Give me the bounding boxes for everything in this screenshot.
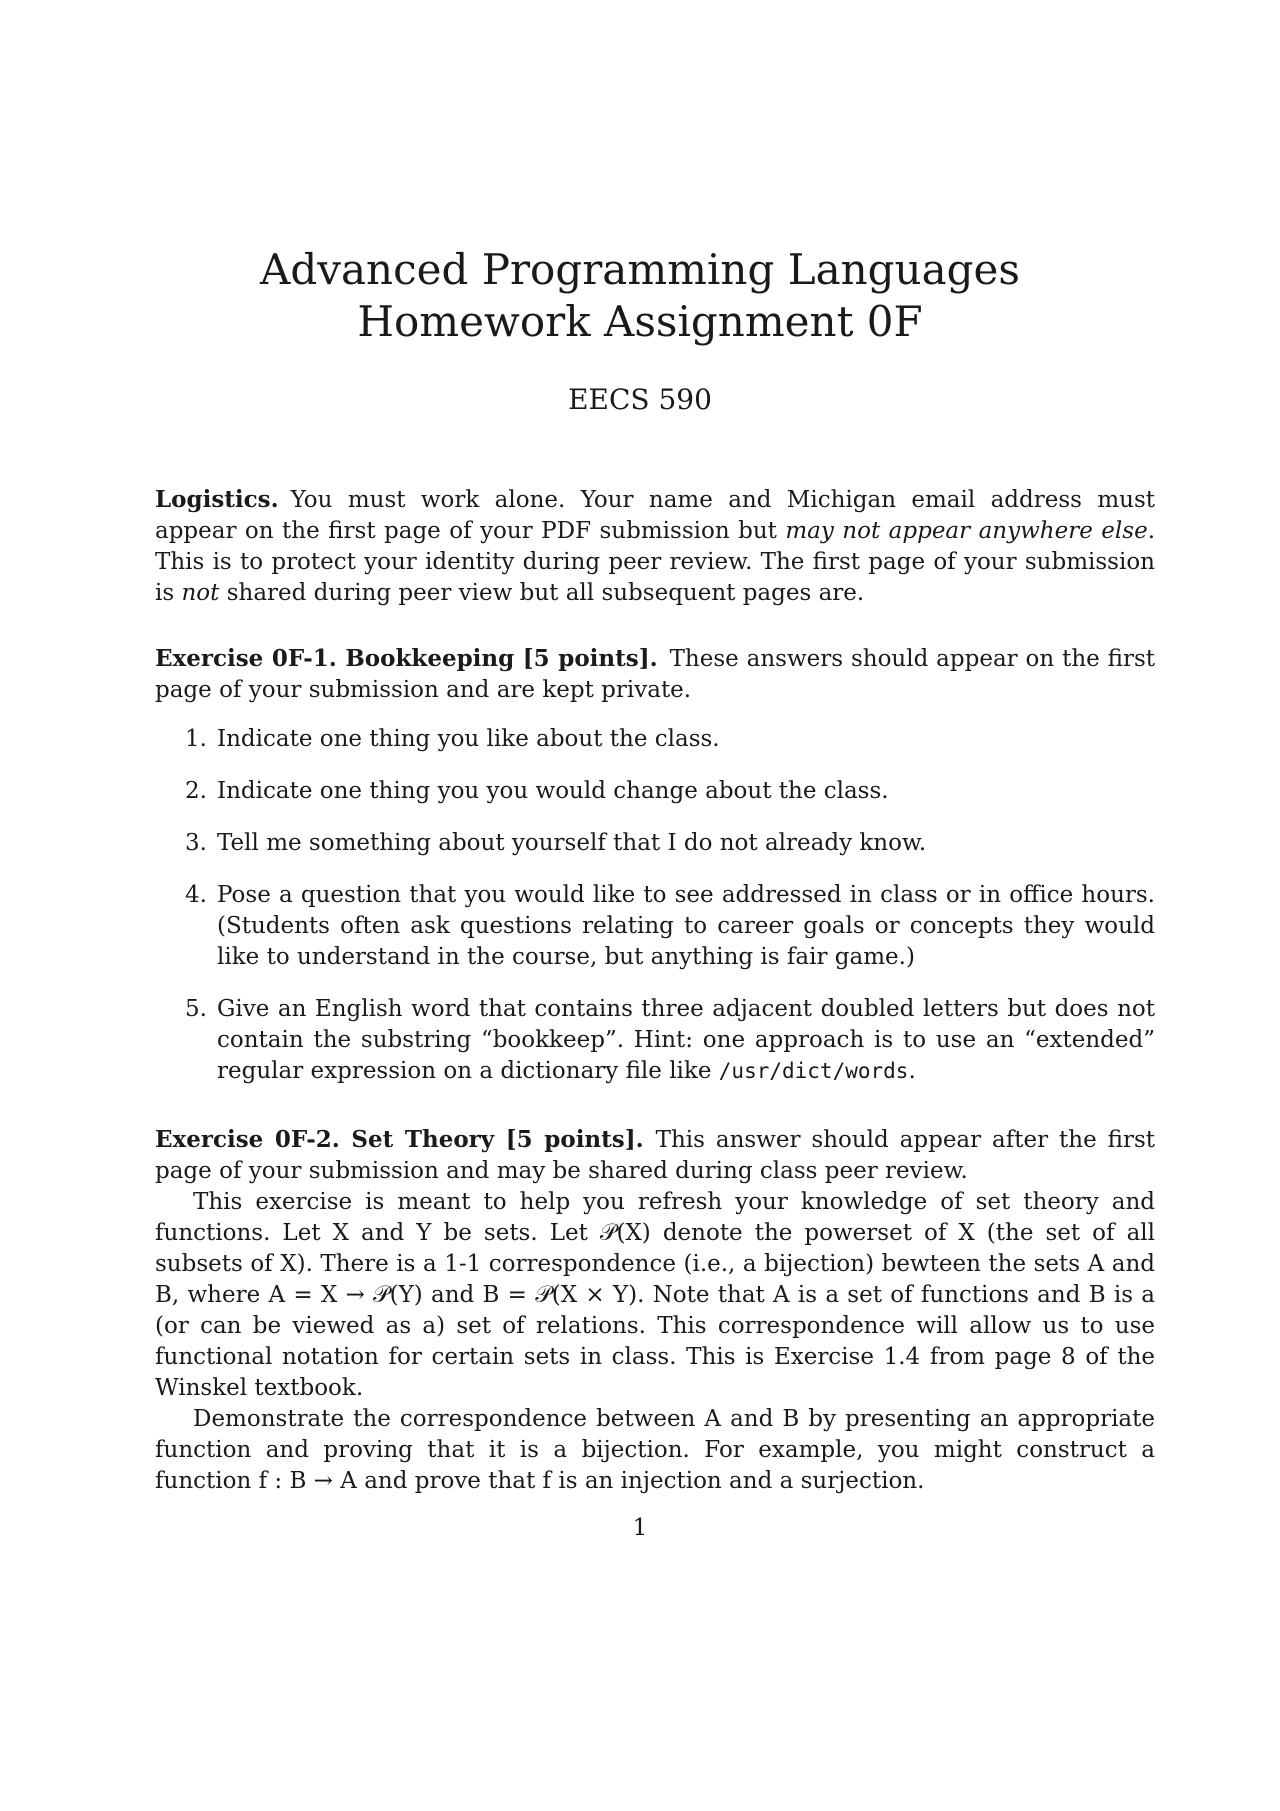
logistics-emphasis-2: not [181, 580, 220, 606]
logistics-text-2: . This is to protect your identity during peer review. The first page of your submission is [155, 518, 1155, 606]
exercise-2-intro [155, 1124, 1155, 1187]
exercise-2-intro-text: This answer should appear after the first page of your submission and may be shared during class peer review. [155, 1127, 1155, 1184]
exercise-2-paragraph-2: Demonstrate the correspondence between A and B by presenting an appropriate function and proving that it is a bijection. For example, you might construct a function f : B → A and prove that f is an injection and a surjection. [155, 1406, 1155, 1494]
list-item-end: . [908, 1058, 916, 1084]
logistics-emphasis-1: may not appear anywhere else [785, 518, 1148, 544]
exercise-1-section [155, 643, 1155, 1108]
exercise-1-heading: Exercise 0F-1. Bookkeeping [5 points]. [155, 645, 658, 672]
list-item [155, 828, 1155, 859]
exercise-1-intro-text: These answers should appear on the first page of your submission and are kept private. [155, 646, 1155, 703]
course-code: EECS 590 [568, 383, 712, 416]
exercise-2-paragraph-1: This exercise is meant to help you refresh your knowledge of set theory and functions. Let X and Y be sets. Let 𝒫(X) denote the powerset of X (the set of all subsets of X). There is a 1-1 correspondence (i.e., a bijection) bewteen the sets A and B, where A = X → 𝒫(Y) and B = 𝒫(X × Y). Note that A is a set of functions and B is a (or can be viewed as a) set of relations. This correspondence will allow us to use functional notation for certain sets in class. This is Exercise 1.4 from page 8 of the Winskel textbook. [155, 1189, 1155, 1401]
list-item-text: Indicate one thing you like about the class. [217, 726, 720, 752]
document-title: Advanced Programming Languages [260, 245, 1020, 294]
list-item-text: Tell me something about yourself that I do not already know. [217, 830, 927, 856]
logistics-heading: Logistics. [155, 486, 279, 513]
list-item [155, 724, 1155, 755]
logistics-text-3: shared during peer view but all subsequent pages are. [219, 580, 865, 606]
list-item [155, 880, 1155, 973]
title-block [0, 244, 1280, 348]
exercise-1-intro [155, 643, 1155, 706]
list-item-number: 1. [185, 726, 207, 752]
page-number: 1 [632, 1515, 648, 1541]
list-item [155, 776, 1155, 807]
logistics-section [155, 484, 1155, 609]
list-item-number: 3. [185, 830, 207, 856]
exercise-2-section [155, 1124, 1155, 1497]
list-item-number: 2. [185, 778, 207, 804]
dictionary-path-code: /usr/dict/words [718, 1059, 909, 1083]
list-item-number: 4. [185, 882, 207, 908]
list-item [155, 994, 1155, 1087]
list-item-text: Give an English word that contains three adjacent doubled letters but does not contain the substring “bookkeep”. Hint: one approach is to use an “extended” regular expression on a dictionary file like [217, 996, 1155, 1084]
list-item-number: 5. [185, 996, 207, 1022]
exercise-2-heading: Exercise 0F-2. Set Theory [5 points]. [155, 1126, 644, 1153]
list-item-text: Pose a question that you would like to see addressed in class or in office hours. (Students often ask questions relating to career goals or concepts they would like to understand in the course, but anything is fair game.) [217, 882, 1155, 970]
list-item-text: Indicate one thing you you would change about the class. [217, 778, 889, 804]
exercise-1-list [155, 724, 1155, 1087]
document-subtitle: Homework Assignment 0F [357, 297, 923, 346]
logistics-text-1: You must work alone. Your name and Michigan email address must appear on the first page of your PDF submission but [155, 487, 1155, 544]
